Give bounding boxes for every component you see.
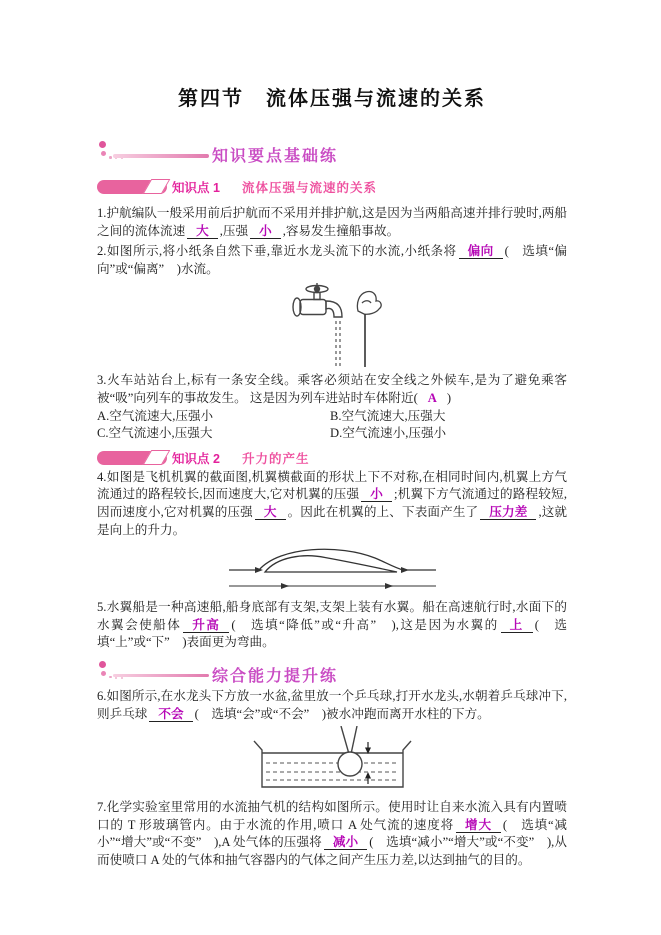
question-1-answer-2: 小 (250, 224, 281, 239)
question-4-text: 4.如图是飞机机翼的截面图,机翼横截面的形状上下不对称,在相同时间内,机翼上方气流通过的路程较长,因而速度大,它对机翼的压强 (97, 469, 567, 502)
question-5-text: 5.水翼船是一种高速船,船身底部有支架,支架上装有水翼。船在高速航行时,水面下的水翼会使船体 (97, 600, 567, 632)
question-4-answer-3: 压力差 (480, 505, 536, 520)
question-1-text: ,压强 (219, 223, 249, 238)
question-4-answer-1: 小 (361, 487, 392, 502)
question-7-answer-1: 增大 (456, 818, 501, 833)
banner-dot-icon (101, 671, 106, 676)
ping-pong-ball (338, 752, 362, 776)
banner-dot-icon (99, 141, 106, 148)
banner-dot-icon (109, 676, 112, 679)
knowledge-point-2-row (97, 450, 567, 466)
lower-streamline (229, 583, 436, 589)
arrowhead-icon (401, 567, 409, 573)
question-4-text: ,这就是向上的升力。 (97, 504, 568, 537)
water-stream (336, 321, 340, 366)
question-4-text: ;机翼下方气流通过的路程较短,因而速度小,它对机翼的压强 (97, 487, 568, 519)
question-6-text: ( 选填“会”或“不会” )被水冲跑而离开水柱的下方。 (194, 706, 490, 721)
question-4 (97, 469, 567, 539)
knowledge-point-2-title: 升力的产生 (241, 451, 310, 466)
question-5-answer-2: 上 (501, 618, 533, 633)
faucet-paper-illustration (272, 281, 392, 369)
option-a: A.空气流速大,压强小 (97, 408, 214, 423)
question-7-text: ( 选填“减小”“增大”或“不变” ),A 处气体的压强将 (97, 817, 567, 850)
question-3-text: 3.火车站站台上,标有一条安全线。乘客必须站在安全线之外候车,是为了避免乘客被“吸”向列车的事故发生。 这是因为列车进站时车体附近( (97, 373, 567, 405)
arrowhead-icon (281, 583, 289, 589)
banner-dot-icon (99, 661, 106, 668)
question-4-text: 。因此在机翼的上、下表面产生了 (287, 504, 479, 519)
question-7 (97, 799, 567, 869)
basin-ball-figure (97, 726, 567, 796)
option-c: C.空气流速小,压强大 (97, 426, 213, 441)
section-banner-basics (97, 141, 567, 165)
badge-parallelogram-icon (143, 179, 171, 194)
question-7-answer-2: 减小 (324, 835, 367, 850)
banner-line-decoration (113, 674, 209, 678)
option-b: B.空气流速大,压强大 (330, 408, 446, 423)
question-6-answer-1: 不会 (149, 707, 192, 722)
question-1 (97, 205, 567, 240)
question-1-text: 1.护航编队一般采用前后护航而不采用并排护航,这是因为当两船高速并排行驶时,两船之间的流体流速 (97, 206, 567, 238)
badge-parallelogram-icon (143, 450, 171, 465)
arrowhead-icon (385, 583, 393, 589)
question-7-text: 7.化学实验室里常用的水流抽气机的结构如图所示。使用时让自来水流入具有内置喷口的 T 形玻璃管内。由于水流的作用,喷口 A 处气流的速度将 (97, 800, 567, 832)
water-jet (341, 726, 357, 754)
hand-icon (357, 292, 381, 315)
page-title: 第四节 流体压强与流速的关系 (178, 88, 486, 110)
question-5-answer-1: 升高 (183, 618, 229, 633)
water-lines (266, 763, 399, 780)
banner-dot-icon (121, 677, 123, 679)
question-4-answer-2: 大 (255, 505, 286, 520)
question-3-text: ) (446, 390, 452, 405)
section-title-basics: 知识要点基础练 (212, 148, 339, 165)
question-2-text: 2.如图所示,将小纸条自然下垂,靠近水龙头流下的水流,小纸条将 (97, 244, 457, 259)
question-3 (97, 372, 567, 407)
question-6 (97, 688, 567, 723)
knowledge-point-badge (97, 180, 167, 194)
section-banner-advanced (97, 661, 567, 685)
question-6-text: 6.如图所示,在水龙头下方放一水盆,盆里放一个乒乓球,打开水龙头,水朝着乒乓球冲下,则乒乓球 (97, 688, 567, 721)
knowledge-point-badge (97, 451, 167, 465)
question-1-text: ,容易发生撞船事故。 (282, 223, 400, 238)
knowledge-point-1-label: 知识点 1 (172, 181, 220, 195)
question-3-options (97, 408, 567, 443)
question-1-answer-1: 大 (187, 224, 218, 239)
question-2 (97, 243, 567, 278)
banner-dot-icon (109, 156, 112, 159)
question-2-answer-1: 偏向 (459, 244, 503, 259)
knowledge-point-1-title: 流体压强与流速的关系 (241, 181, 377, 195)
knowledge-point-2-label: 知识点 2 (172, 451, 220, 466)
question-3-answer: A (427, 390, 437, 405)
airfoil-illustration (225, 542, 440, 596)
option-d: D.空气流速小,压强小 (330, 426, 447, 441)
faucet-icon (293, 283, 342, 317)
banner-dot-icon (115, 677, 117, 679)
question-5-text: ( 选填“上”或“下” )表面更为弯曲。 (97, 617, 568, 650)
question-5-text: ( 选填“降低”或“升高” ),这是因为水翼的 (231, 617, 499, 632)
knowledge-point-1-row (97, 179, 567, 195)
basin-illustration (240, 726, 425, 796)
question-5 (97, 599, 567, 652)
wing-profile (265, 556, 397, 572)
faucet-paper-figure (97, 281, 567, 369)
question-2-text: ( 选填“偏向”或“偏离” )水流。 (97, 244, 568, 276)
question-7-text: ( 选填“减小”“增大”或“不变” ),从而使喷口 A 处的气体和抽气容器内的气体之间产生压力差,以达到抽气的目的。 (97, 835, 568, 867)
banner-dot-icon (101, 151, 106, 156)
banner-line-decoration (113, 154, 209, 158)
airfoil-figure (97, 542, 567, 596)
section-title-advanced: 综合能力提升练 (212, 667, 339, 685)
arrowhead-icon (365, 772, 371, 779)
